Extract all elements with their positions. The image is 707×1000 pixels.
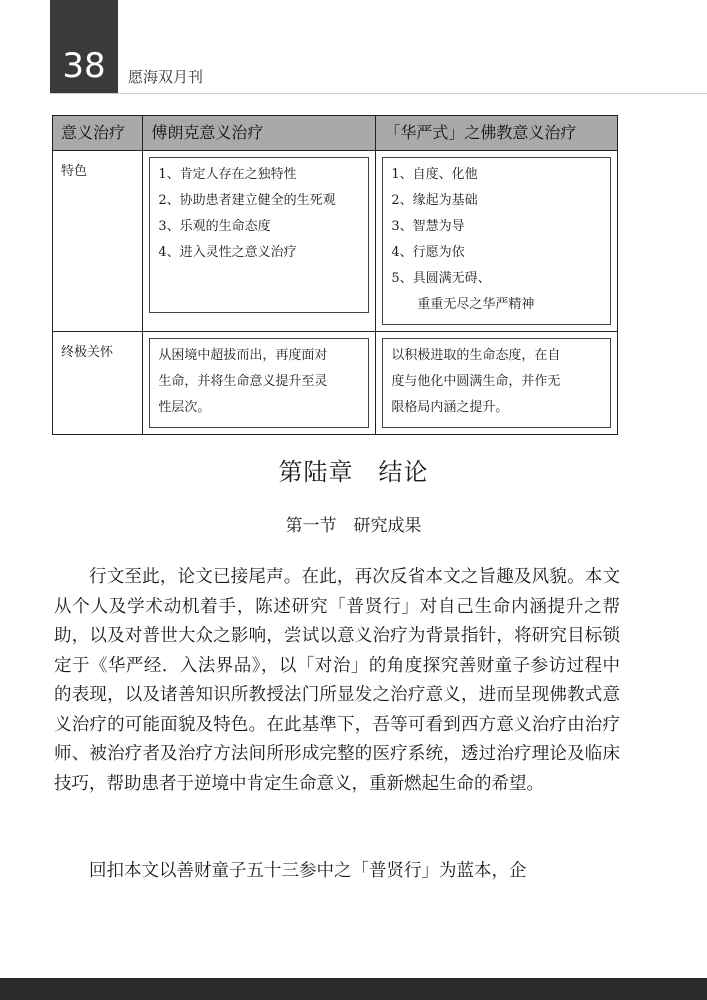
list-item: 2、协助患者建立健全的生死观 [158,193,336,208]
page-footer-bar [0,978,707,1000]
comparison-table [52,115,618,435]
text-line: 限格局内涵之提升。 [391,400,509,415]
list-item: 1、自度、化他 [391,167,478,182]
section-title: 第一节 研究成果 [285,516,422,536]
table-cell [376,332,618,435]
text-line: 度与他化中圆满生命，并作无 [391,374,561,389]
table-cell [143,332,376,435]
cell-box [382,157,611,325]
table-header-cell: 「华严式」之佛教意义治疗 [376,116,618,151]
table-header-cell: 傅朗克意义治疗 [143,116,376,151]
table-cell [376,151,618,332]
list-item: 5、具圆满无碍、 [391,271,491,286]
list-item: 2、缘起为基础 [391,193,478,208]
list-item: 重重无尽之华严精神 [417,297,535,312]
header-divider [50,93,707,94]
paragraph: 行文至此，论文已接尾声。在此，再次反省本文之旨趣及风貌。本文从个人及学术动机着手，陈述研究「普贤行」对自己生命内涵提升之帮助，以及对普世大众之影响，尝试以意义治疗为背景指针，将研究目标锁定于《华严经．入法界品》，以「对治」的角度探究善财童子参访过程中的表现，以及诸善知识所教授法门所显发之治疗意义，进而呈现佛教式意义治疗的可能面貌及特色。在此基準下，吾等可看到西方意义治疗由治疗师、被治疗者及治疗方法间所形成完整的医疗系统，透过治疗理论及临床技巧，帮助患者于逆境中肯定生命意义，重新燃起生命的希望。 [54,567,620,794]
row-label: 终极关怀 [53,332,143,435]
cell-box [382,338,611,428]
chapter-title: 第陆章 结论 [278,458,429,486]
text-line: 从困境中超拔而出，再度面对 [158,348,328,363]
list-item: 4、进入灵性之意义治疗 [158,245,297,260]
list-item: 3、智慧为导 [391,219,465,234]
table-row [53,151,618,332]
journal-name: 愿海双月刊 [128,68,204,86]
text-line: 以积极进取的生命态度，在自 [391,348,561,363]
page-header [0,0,707,94]
paragraph: 回扣本文以善财童子五十三参中之「普贤行」为蓝本，企 [89,861,527,881]
table-row [53,332,618,435]
list-item: 3、乐观的生命态度 [158,219,271,234]
page-number: 38 [50,0,118,94]
text-line: 性层次。 [158,400,211,415]
table-header-cell: 意义治疗 [53,116,143,151]
cell-box [149,338,369,428]
row-label: 特色 [53,151,143,332]
cell-box [149,157,369,313]
table-header-row [53,116,618,151]
list-item: 1、肯定人存在之独特性 [158,167,297,182]
table-cell [143,151,376,332]
list-item: 4、行愿为依 [391,245,465,260]
text-line: 生命，并将生命意义提升至灵 [158,374,328,389]
